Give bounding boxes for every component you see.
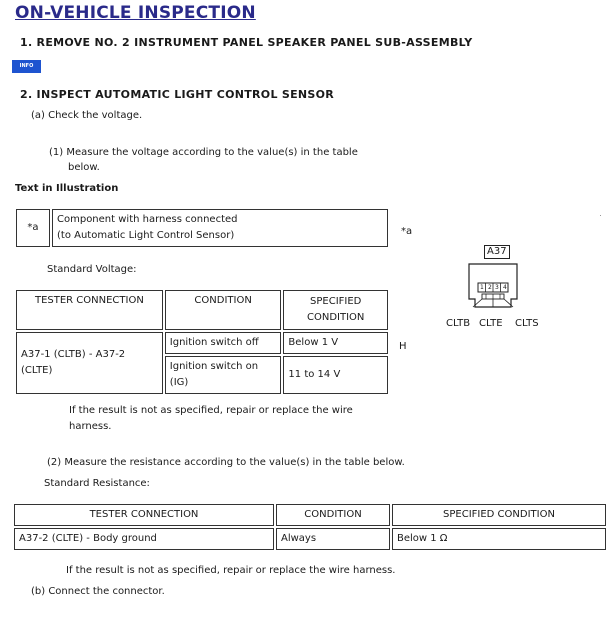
step-2a1-line2: below. [68, 162, 100, 173]
resistance-connection: A37-2 (CLTE) - Body ground [14, 528, 274, 550]
connector-drawing [467, 263, 519, 308]
step-2-heading: 2. INSPECT AUTOMATIC LIGHT CONTROL SENSOR [20, 88, 335, 101]
pin-2: 2 [488, 284, 492, 291]
step-2a-text: (a) Check the voltage. [31, 110, 143, 121]
legend-line2: (to Automatic Light Control Sensor) [57, 230, 235, 241]
voltage-connection-cell [16, 332, 163, 394]
illustration-star-a: *a [401, 226, 413, 237]
pin-label-clts: CLTS [515, 318, 539, 329]
resistance-header-connection: TESTER CONNECTION [14, 504, 274, 526]
page-title: ON-VEHICLE INSPECTION [15, 3, 256, 23]
legend-key: *a [16, 209, 50, 247]
voltage-header-specified: SPECIFIED CONDITION [283, 290, 388, 330]
legend-table [14, 207, 390, 249]
resistance-specified: Below 1 Ω [392, 528, 606, 550]
resistance-condition: Always [276, 528, 390, 550]
illustration-side-mark: H [399, 341, 407, 352]
text-in-illustration-heading: Text in Illustration [15, 183, 119, 194]
voltage-row2-condition-line2: (IG) [169, 377, 189, 388]
voltage-table [14, 288, 390, 396]
voltage-connection-line1: A37-1 (CLTB) - A37-2 [21, 349, 126, 360]
voltage-row2-condition-line1: Ignition switch on [169, 361, 259, 372]
pin-1: 1 [480, 284, 484, 291]
standard-voltage-label: Standard Voltage: [47, 264, 137, 275]
pin-4: 4 [503, 284, 507, 291]
legend-description [52, 209, 388, 247]
voltage-row2-condition [165, 356, 282, 394]
voltage-header-connection: TESTER CONNECTION [16, 290, 163, 330]
voltage-note-line1: If the result is not as specified, repair or replace the wire [69, 405, 353, 416]
resistance-header-specified: SPECIFIED CONDITION [392, 504, 606, 526]
step-2a2-text: (2) Measure the resistance according to the value(s) in the table below. [47, 457, 405, 468]
voltage-row2-specified: 11 to 14 V [283, 356, 388, 394]
standard-resistance-label: Standard Resistance: [44, 478, 150, 489]
pin-label-clte: CLTE [479, 318, 503, 329]
voltage-row1-condition: Ignition switch off [165, 332, 282, 354]
resistance-table [12, 502, 608, 552]
connector-illustration [467, 263, 519, 308]
voltage-connection-line2: (CLTE) [21, 365, 53, 376]
step-2b-text: (b) Connect the connector. [31, 586, 165, 597]
step-2a1-line1: (1) Measure the voltage according to the value(s) in the table [49, 147, 358, 158]
voltage-note-line2: harness. [69, 421, 112, 432]
connector-code-label: A37 [484, 245, 510, 259]
pin-3: 3 [495, 284, 499, 291]
resistance-note: If the result is not as specified, repair or replace the wire harness. [66, 565, 396, 576]
illustration-dot [600, 215, 601, 216]
legend-line1: Component with harness connected [57, 214, 238, 225]
voltage-row1-specified: Below 1 V [283, 332, 388, 354]
resistance-header-condition: CONDITION [276, 504, 390, 526]
voltage-header-condition: CONDITION [165, 290, 282, 330]
step-1-heading: 1. REMOVE NO. 2 INSTRUMENT PANEL SPEAKER PANEL SUB-ASSEMBLY [20, 36, 473, 49]
info-button[interactable]: INFO [12, 60, 41, 73]
pin-label-cltb: CLTB [446, 318, 471, 329]
